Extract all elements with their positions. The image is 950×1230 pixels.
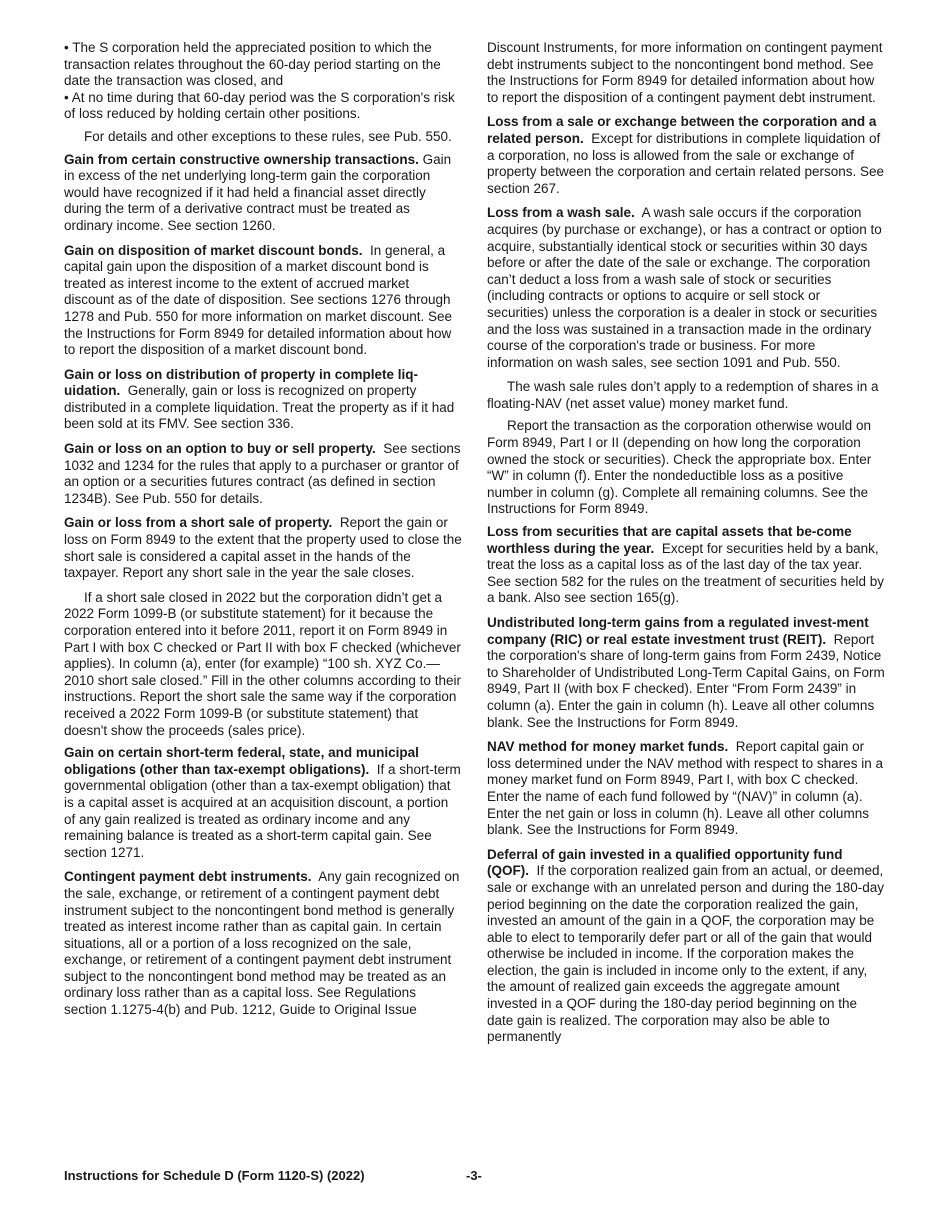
paragraph: Report the transaction as the corporation otherwise would on Form 8949, Part I or II (depending on how long the corporation owned the stock or securities). Check the appropriate box. Enter “W” in column (f). Enter the nondeductible loss as a positive number in column (g). Complete all remaining columns. See the Instructions for Form 8949. xyxy=(487,418,872,517)
section-market-discount: Gain on disposition of market discount bonds. In general, a capital gain upon the disposition of a market discount bond is treated as interest income to the extent of accrued market discount as of the date of disposition. See sections 1276 through 1278 and Pub. 550 for more information on market discount. See the Instructions for Form 8949 for detailed information about how to report the disposition of a market discount bond. xyxy=(64,242,452,358)
section-heading: Deferral of gain invested in a qualified opportunity fund (QOF). xyxy=(487,846,843,879)
footer-title: Instructions for Schedule D (Form 1120-S) (2022) xyxy=(64,1168,365,1183)
section-heading: Gain or loss on an option to buy or sell property. xyxy=(64,441,376,457)
right-column xyxy=(487,40,885,1054)
left-column xyxy=(64,40,462,1027)
section-heading: Undistributed long-term gains from a regulated invest-ment company (RIC) or real estate investment trust (REIT). xyxy=(487,615,869,647)
section-qof: Deferral of gain invested in a qualified opportunity fund (QOF). If the corporation realized gain from an actual, or deemed, sale or exchange with an unrelated person and during the 180-day period beginning on the date the corporation realized the gain, invested an amount of the gain in a QOF, the corporation may be able to elect to temporarily defer part or all of the gain that would otherwise be included in income. If the corporation makes the election, the gain is included in income only to the extent, if any, the amount of realized gain exceeds the aggregate amount invested in a QOF during the 180-day period beginning on the date gain is realized. The corporation may also be able to permanently xyxy=(487,846,885,1045)
section-heading: Gain or loss on distribution of property in complete liq-uidation. xyxy=(64,366,419,399)
paragraph: If a short sale closed in 2022 but the corporation didn’t get a 2022 Form 1099-B (or substitute statement) for it because the corporation entered into it before 2011, report it on Form 8949 in Part I with box C checked or Part II with box F checked (whichever applies). In column (a), enter (for example) “100 sh. XYZ Co.—2010 short sale closed.” Fill in the other columns according to their instructions. Report the short sale the same way if the corporation received a 2022 Form 1099-B (or substitute statement) that doesn't show the proceeds (sales price). xyxy=(64,589,461,738)
section-heading: Gain on certain short-term federal, state, and municipal obligations (other than tax-exempt obligations). xyxy=(64,745,419,777)
paragraph: For details and other exceptions to these rules, see Pub. 550. xyxy=(84,128,452,144)
section-heading: NAV method for money market funds. xyxy=(487,739,729,755)
section-heading: Contingent payment debt instruments. xyxy=(64,869,312,885)
section-short-sale: Gain or loss from a short sale of property. Report the gain or loss on Form 8949 to the extent that the property used to close the short sale is considered a capital asset in the hands of the taxpayer. Report any short sale in the year the sale closes. xyxy=(64,515,462,581)
section-liquidation: Gain or loss on distribution of property in complete liq-uidation. Generally, gain or loss is recognized on property distributed in a complete liquidation. Treat the property as if it had been sold at its FMV. See section 336. xyxy=(64,366,455,432)
section-constructive: Gain from certain constructive ownership transactions. Gain in excess of the net underlying long-term gain the corporation would have recognized if it had held a financial asset directly during the term of a derivative contract must be treated as ordinary income. See section 1260. xyxy=(64,151,452,233)
section-wash-sale: Loss from a wash sale. A wash sale occurs if the corporation acquires (by purchase or exchange), or has a contract or option to acquire, substantially identical stock or securities within 30 days before or after the date of the sale or exchange. The corporation can’t deduct a loss from a wash sale of stock or securities (including contracts or options to acquire or sell stock or securities) unless the corporation is a dealer in stock or securities and the loss was sustained in a transaction made in the ordinary course of the corporation's trade or business. For more information on wash sales, see section 1091 and Pub. 550. xyxy=(487,205,882,370)
section-heading: Loss from a sale or exchange between the corporation and a related person. xyxy=(487,114,877,146)
section-heading: Gain on disposition of market discount bonds. xyxy=(64,242,363,258)
paragraph: The wash sale rules don’t apply to a redemption of shares in a floating-NAV (net asset value) money market fund. xyxy=(487,379,879,411)
section-nav: NAV method for money market funds. Report capital gain or loss determined under the NAV method with respect to shares in a money market fund on Form 8949, Part I, with box C checked. Enter the name of each fund followed by “(NAV)” in column (a). Enter the net gain or loss in column (h). Leave all other columns blank. See the Instructions for Form 8949. xyxy=(487,739,883,838)
bullet-item: • The S corporation held the appreciated position to which the transaction relates throughout the 60-day period starting on the date the transaction was closed, and xyxy=(64,40,441,89)
section-heading: Loss from a wash sale. xyxy=(487,205,635,221)
section-contingent: Contingent payment debt instruments. Any gain recognized on the sale, exchange, or retirement of a contingent payment debt instrument subject to the noncontingent bond method is generally treated as interest income rather than as capital gain. In certain situations, all or a portion of a loss recognized on the sale, exchange, or retirement of a contingent payment debt instrument subject to the noncontingent bond method may be treated as an ordinary loss rather than as a capital loss. See Regulations section 1.1275-4(b) and Pub. 1212, Guide to Original Issue xyxy=(64,869,460,1018)
section-ric-reit: Undistributed long-term gains from a regulated invest-ment company (RIC) or real estate investment trust (REIT). Report the corporation's share of long-term gains from Form 2439, Notice to Shareholder of Undistributed Long-Term Capital Gains, on Form 8949, Part II (with box F checked). Enter “From Form 2439” in column (a). Enter the gain in column (h). Leave all other columns blank. See the Instructions for Form 8949. xyxy=(487,615,885,730)
section-option: Gain or loss on an option to buy or sell property. See sections 1032 and 1234 for the rules that apply to a purchaser or grantor of an option or a securities futures contract (as defined in section 1234B). See Pub. 550 for details. xyxy=(64,441,461,506)
section-short-term: Gain on certain short-term federal, state, and municipal obligations (other than tax-exempt obligations). If a short-term governmental obligation (other than a tax-exempt obligation) that is a capital asset is acquired at an acquisition discount, a portion of any gain realized is treated as ordinary income and any remaining balance is treated as a short-term capital gain. See section 1271. xyxy=(64,745,461,860)
paragraph: Discount Instruments, for more information on contingent payment debt instruments subject to the noncontingent bond method. See the Instructions for Form 8949 for detailed information about how to report the disposition of a contingent payment debt instrument. xyxy=(487,40,883,105)
section-related-person: Loss from a sale or exchange between the corporation and a related person. Except for distributions in complete liquidation of a corporation, no loss is allowed from the sale or exchange of property between the corporation and certain related persons. See section 267. xyxy=(487,114,884,196)
page-number: -3- xyxy=(466,1168,482,1183)
section-worthless: Loss from securities that are capital assets that be-come worthless during the year. Except for securities held by a bank, treat the loss as a capital loss as of the last day of the tax year. See section 582 for the rules on the treatment of securities held by a bank. Also see section 165(g). xyxy=(487,524,884,606)
section-heading: Gain from certain constructive ownership transactions. xyxy=(64,151,419,167)
section-heading: Loss from securities that are capital assets that be-come worthless during the year. xyxy=(487,524,852,556)
bullet-item: • At no time during that 60-day period was the S corporation's risk of loss reduced by holding certain other positions. xyxy=(64,89,455,122)
section-heading: Gain or loss from a short sale of property. xyxy=(64,515,333,531)
